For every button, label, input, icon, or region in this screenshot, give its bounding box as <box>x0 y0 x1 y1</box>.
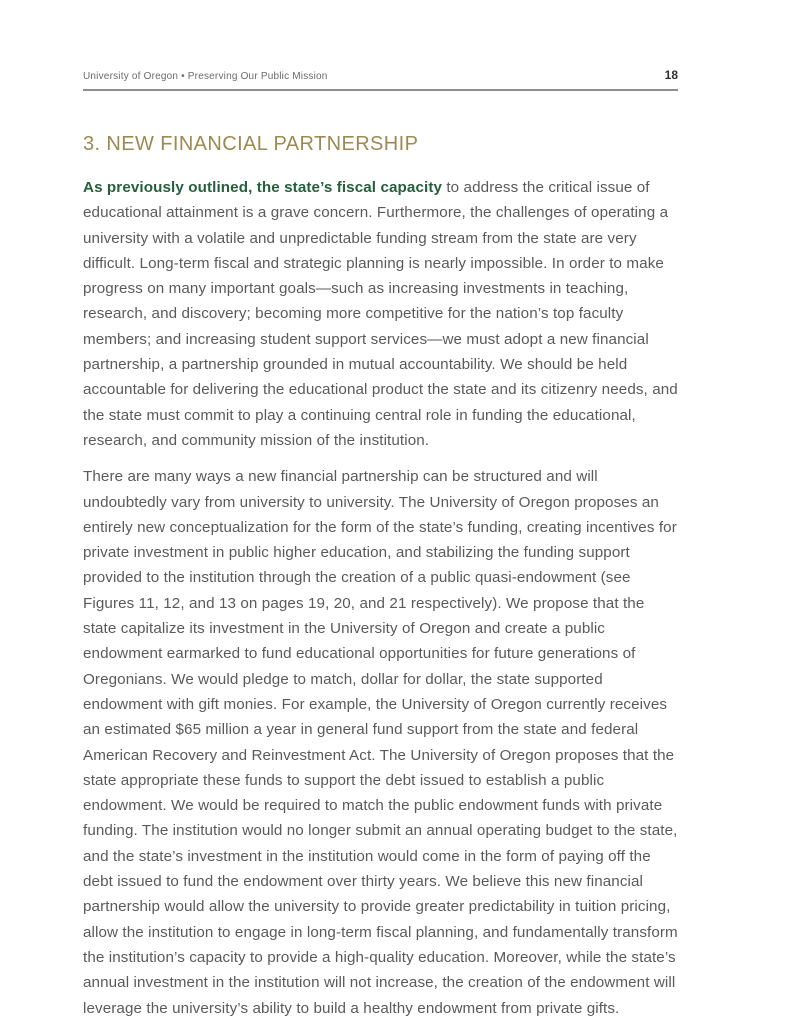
paragraph-2: There are many ways a new financial partnership can be structured and will undoubtedly vary from university to university. The University of Oregon proposes an entirely new conceptualization for the form of the state’s funding, creating incentives for private investment in public higher education, and stabilizing the funding support provided to the institution through the creation of a public quasi-endowment (see Figures 11, 12, and 13 on pages 19, 20, and 21 respectively). We propose that the state capitalize its investment in the University of Oregon and create a public endowment earmarked to fund educational opportunities for future generations of Oregonians. We would pledge to match, dollar for dollar, the state supported endowment with gift monies. For example, the University of Oregon currently receives an estimated $65 million a year in general fund support from the state and federal American Recovery and Reinvestment Act. The University of Oregon proposes that the state appropriate these funds to support the debt issued to establish a public endowment. We would be required to match the public endowment funds with private funding. The institution would no longer submit an annual operating budget to the state, and the state’s investment in the institution would come in the form of paying off the debt issued to fund the endowment over thirty years. We believe this new financial partnership would allow the university to provide greater predictability in tuition pricing, allow the institution to engage in long-term fiscal planning, and fundamentally transform the institution’s capacity to provide a high-quality education. Moreover, while the state’s annual investment in the institution will not increase, the creation of the endowment will leverage the university’s ability to build a healthy endowment from private gifts. <box>83 468 678 1017</box>
page-number: 18 <box>664 68 678 82</box>
body-text <box>83 175 680 1032</box>
paragraph-1-text: to address the critical issue of educational attainment is a grave concern. Furthermore, the challenges of operating a university with a volatile and unpredictable funding stream from the state are very difficult. Long-term fiscal and strategic planning is nearly impossible. In order to make progress on many important goals—such as increasing investments in teaching, research, and discovery; becoming more competitive for the nation’s top faculty members; and increasing student support services—we must adopt a new financial partnership, a partnership grounded in mutual accountability. We should be held accountable for delivering the educational product the state and its citizenry needs, and the state must commit to play a continuing central role in funding the educational, research, and community mission of the institution. <box>83 179 678 449</box>
paragraph-1 <box>83 175 680 453</box>
running-header-text: University of Oregon • Preserving Our Public Mission <box>83 71 328 82</box>
page-header <box>83 68 678 82</box>
header-rule <box>83 89 678 91</box>
section-heading: 3. NEW FINANCIAL PARTNERSHIP <box>83 133 419 155</box>
paragraph-1-lead-bold: As previously outlined, the state’s fiscal capacity <box>83 179 443 196</box>
